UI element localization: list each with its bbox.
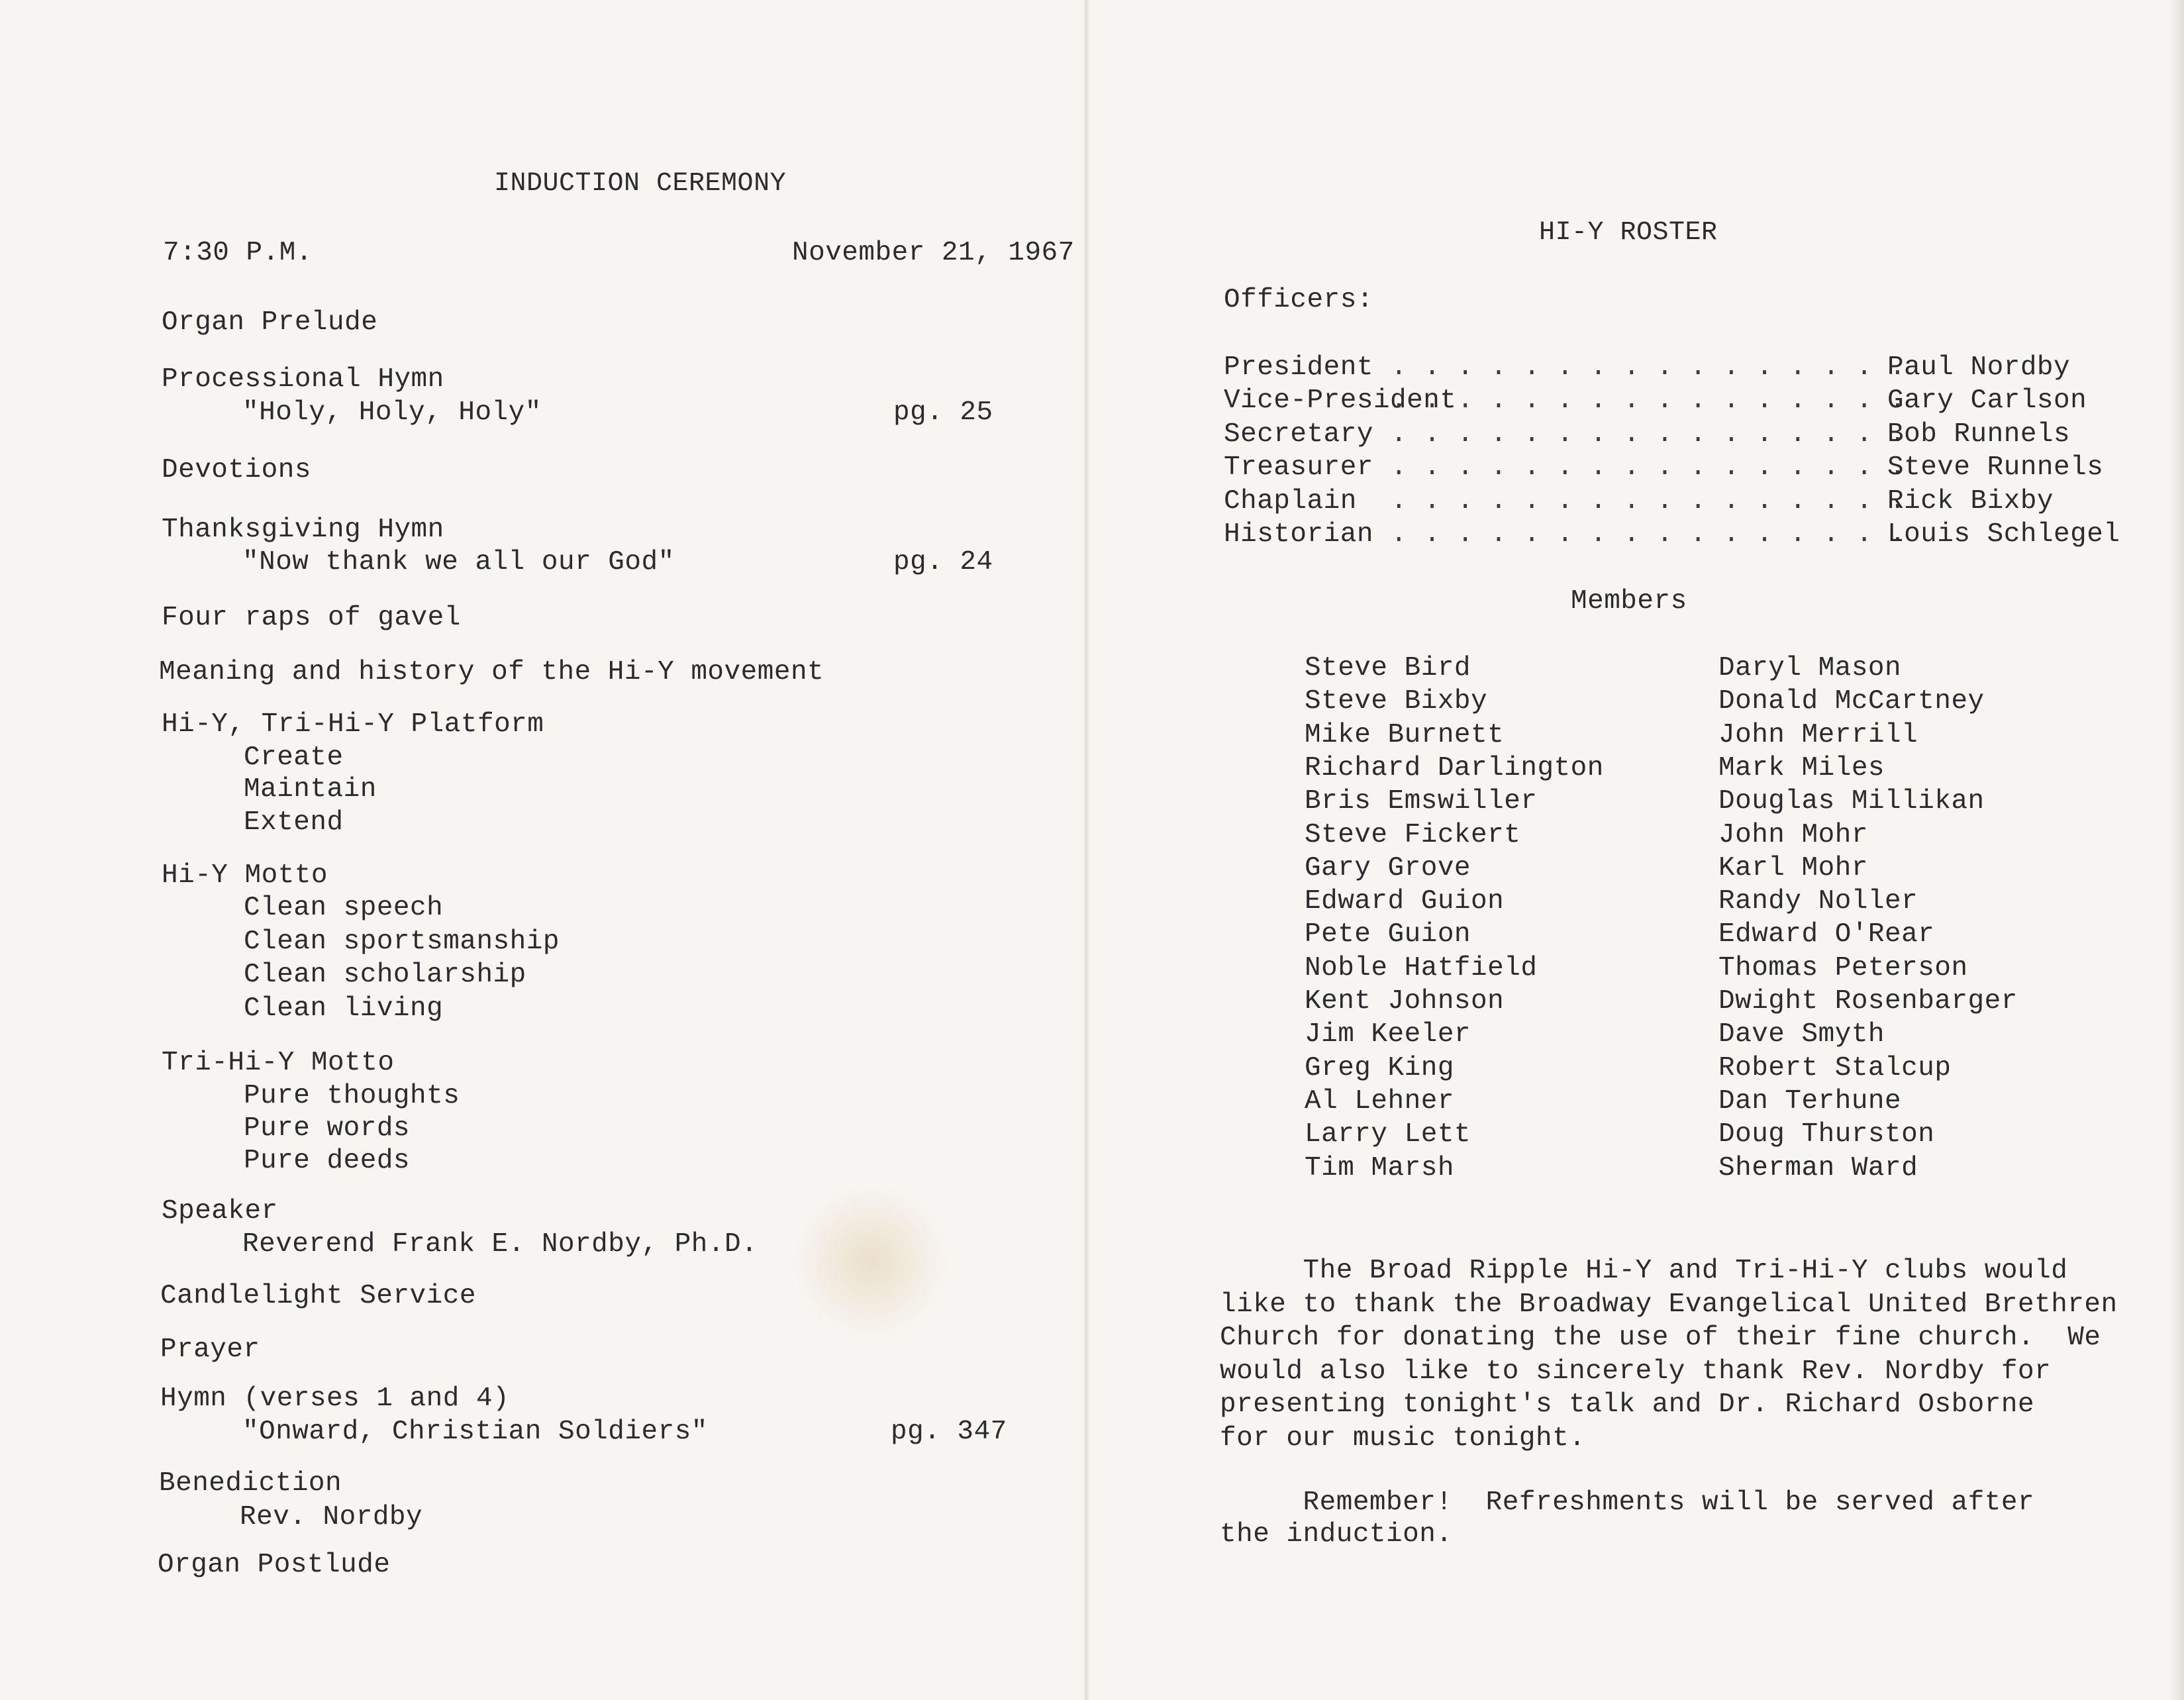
- member-name: Larry Lett: [1305, 1119, 1471, 1150]
- motto-item: Clean sportsmanship: [244, 926, 560, 957]
- motto-item: Pure thoughts: [244, 1081, 460, 1111]
- member-name: Edward Guion: [1305, 886, 1505, 917]
- program-item: Tri-Hi-Y Motto: [162, 1048, 395, 1078]
- benediction-by: Rev. Nordby: [240, 1502, 423, 1532]
- member-name: Noble Hatfield: [1305, 952, 1538, 983]
- member-name: Dan Terhune: [1718, 1085, 1902, 1117]
- officer-name: Gary Carlson: [1887, 385, 2087, 417]
- thanks-line: for our music tonight.: [1220, 1423, 1586, 1454]
- member-name: Thomas Peterson: [1718, 952, 1968, 983]
- program-item: Benediction: [159, 1468, 342, 1499]
- paper-edge: [2169, 0, 2184, 1700]
- thanks-line: The Broad Ripple Hi-Y and Tri-Hi-Y clubs would: [1220, 1256, 2068, 1286]
- program-item: Organ Prelude: [162, 307, 378, 338]
- member-name: Daryl Mason: [1718, 653, 1902, 683]
- program-item: Hi-Y, Tri-Hi-Y Platform: [162, 709, 544, 740]
- member-name: Pete Guion: [1305, 919, 1471, 950]
- member-name: John Merrill: [1718, 719, 1918, 750]
- member-name: Mike Burnett: [1305, 719, 1505, 750]
- dot-leader: . . . . . . . . . . . . . . . .: [1391, 352, 1907, 383]
- dot-leader: . . . . . . . . . . . . . . . .: [1391, 519, 1907, 550]
- dot-leader: . . . . . . . . . . . . . . . .: [1391, 485, 1907, 517]
- roster-title: HI-Y ROSTER: [1539, 218, 1718, 248]
- hymn-title: "Onward, Christian Soldiers": [242, 1417, 708, 1447]
- officer-name: Louis Schlegel: [1887, 519, 2120, 550]
- member-name: Dwight Rosenbarger: [1718, 986, 2018, 1017]
- member-name: Donald McCartney: [1718, 686, 1985, 717]
- thanks-line: would also like to sincerely thank Rev. Nordby for: [1220, 1356, 2052, 1387]
- program-item: Four raps of gavel: [162, 603, 461, 633]
- motto-item: Clean speech: [244, 893, 444, 923]
- platform-item: Create: [244, 742, 344, 773]
- member-name: Edward O'Rear: [1718, 919, 1935, 950]
- member-name: Kent Johnson: [1305, 986, 1505, 1017]
- members-label: Members: [1571, 586, 1687, 617]
- member-name: Gary Grove: [1305, 852, 1471, 883]
- officer-role: Chaplain: [1224, 485, 1357, 517]
- program-item: Organ Postlude: [158, 1550, 391, 1580]
- ceremony-title: INDUCTION CEREMONY: [494, 169, 787, 199]
- officer-name: Paul Nordby: [1887, 352, 2071, 383]
- hymn-title: "Holy, Holy, Holy": [242, 397, 542, 428]
- speaker-name: Reverend Frank E. Nordby, Ph.D.: [242, 1229, 758, 1260]
- motto-item: Clean scholarship: [244, 960, 526, 990]
- program-item: Hymn (verses 1 and 4): [160, 1383, 510, 1414]
- program-item: Prayer: [160, 1334, 260, 1365]
- member-name: Steve Bird: [1305, 653, 1471, 683]
- dot-leader: . . . . . . . . . . . . . . . .: [1391, 419, 1907, 450]
- program-item: Speaker: [162, 1196, 278, 1226]
- program-item: Devotions: [162, 455, 311, 485]
- dot-leader: . . . . . . . . . . . . . . . .: [1391, 452, 1907, 483]
- thanks-line: Church for donating the use of their fine church. We: [1220, 1323, 2101, 1354]
- officer-role: Secretary: [1224, 419, 1373, 450]
- motto-item: Pure deeds: [244, 1146, 411, 1176]
- member-name: Tim Marsh: [1305, 1152, 1454, 1183]
- program-item: Thanksgiving Hymn: [162, 515, 444, 545]
- hymn-page: pg. 347: [891, 1417, 1007, 1447]
- officer-role: Treasurer: [1224, 452, 1373, 483]
- member-name: Steve Bixby: [1305, 686, 1488, 717]
- program-item: Meaning and history of the Hi-Y movement: [159, 657, 824, 687]
- member-name: Mark Miles: [1718, 752, 1885, 783]
- member-name: Steve Fickert: [1305, 819, 1521, 850]
- member-name: Dave Smyth: [1718, 1019, 1885, 1050]
- member-name: Robert Stalcup: [1718, 1052, 1952, 1083]
- officer-role: President: [1224, 352, 1373, 383]
- officers-label: Officers:: [1224, 285, 1373, 315]
- ceremony-date: November 21, 1967: [792, 238, 1075, 268]
- member-name: Al Lehner: [1305, 1085, 1454, 1117]
- officer-name: Rick Bixby: [1887, 485, 2054, 517]
- remember-line: the induction.: [1220, 1519, 1453, 1550]
- paper-stain: [795, 1185, 947, 1338]
- program-item: Candlelight Service: [160, 1281, 476, 1311]
- remember-line: Remember! Refreshments will be served after: [1220, 1487, 2035, 1518]
- member-name: Sherman Ward: [1718, 1152, 1918, 1183]
- member-name: Randy Noller: [1718, 886, 1918, 917]
- member-name: Greg King: [1305, 1052, 1454, 1083]
- member-name: Doug Thurston: [1718, 1119, 1935, 1150]
- motto-item: Clean living: [244, 993, 444, 1024]
- hymn-page: pg. 25: [893, 397, 993, 428]
- member-name: Karl Mohr: [1718, 852, 1868, 883]
- platform-item: Extend: [244, 807, 344, 838]
- member-name: Douglas Millikan: [1718, 786, 1985, 817]
- officer-name: Bob Runnels: [1887, 419, 2071, 450]
- motto-item: Pure words: [244, 1113, 411, 1144]
- platform-item: Maintain: [244, 774, 377, 805]
- officer-role: Historian: [1224, 519, 1373, 550]
- member-name: Richard Darlington: [1305, 752, 1604, 783]
- program-item: Hi-Y Motto: [162, 860, 328, 891]
- thanks-line: presenting tonight's talk and Dr. Richard Osborne: [1220, 1389, 2035, 1421]
- ceremony-time: 7:30 P.M.: [163, 238, 313, 268]
- member-name: Jim Keeler: [1305, 1019, 1471, 1050]
- member-name: Bris Emswiller: [1305, 786, 1538, 817]
- officer-role: Vice-President: [1224, 385, 1457, 417]
- thanks-line: like to thank the Broadway Evangelical United Brethren: [1220, 1289, 2118, 1320]
- member-name: John Mohr: [1718, 819, 1868, 850]
- hymn-title: "Now thank we all our God": [242, 547, 675, 577]
- program-item: Processional Hymn: [162, 364, 444, 395]
- center-fold: [1083, 0, 1090, 1700]
- dot-leader: . . . . . . . . . . . . . . . .: [1391, 385, 1907, 417]
- officer-name: Steve Runnels: [1887, 452, 2104, 483]
- hymn-page: pg. 24: [893, 547, 993, 577]
